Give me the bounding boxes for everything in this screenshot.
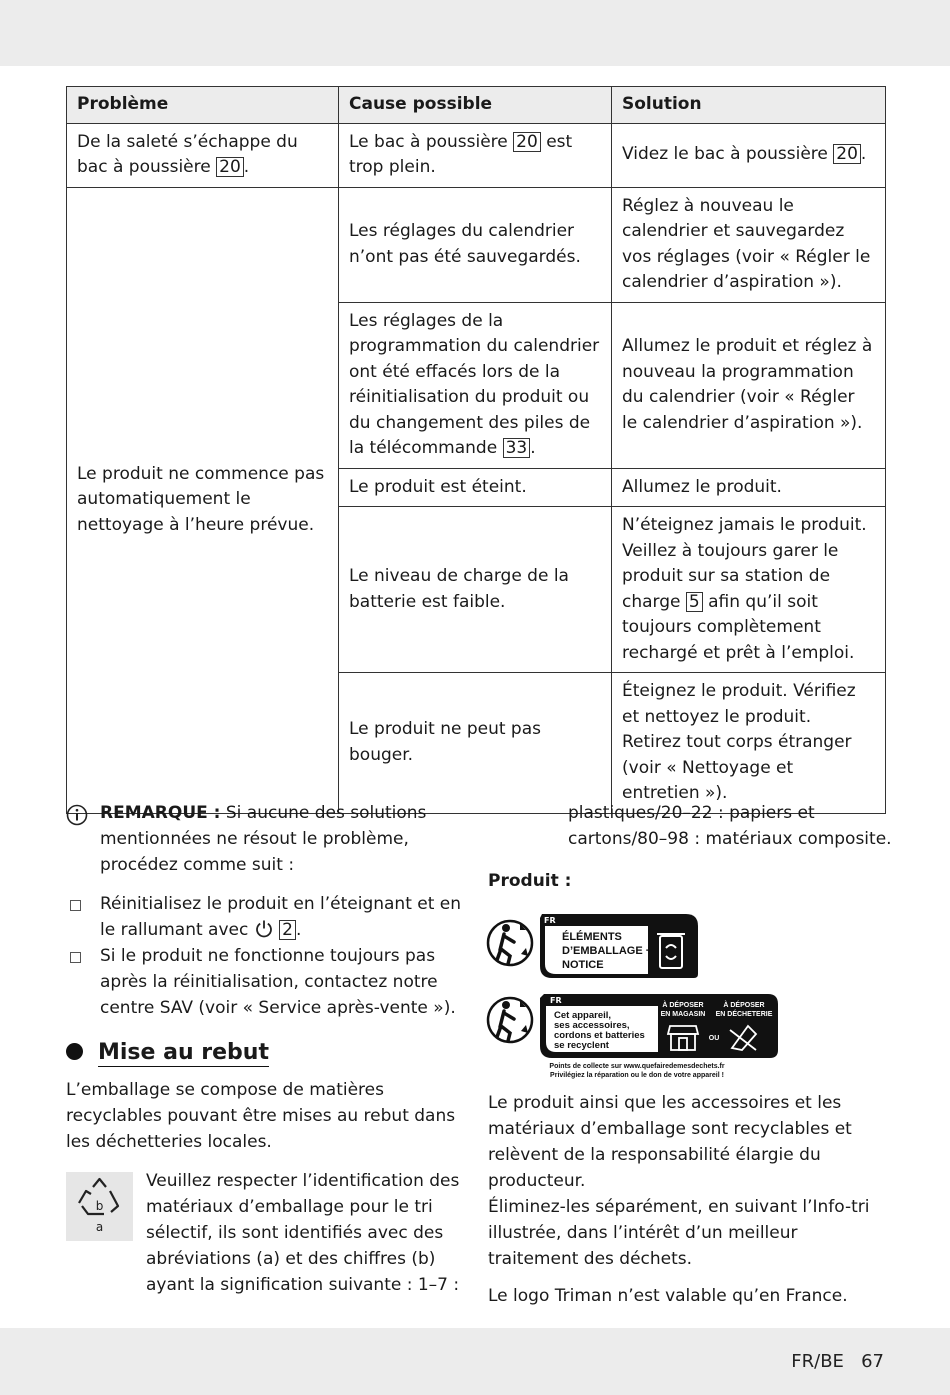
problem-cell: Le produit ne commence pas automatiquement le nettoyage à l’heure prévue. xyxy=(67,187,339,813)
cause-cell: Le produit est éteint. xyxy=(339,468,612,507)
deposit-label: À DÉPOSER xyxy=(662,1002,704,1009)
or-label: OU xyxy=(708,1035,720,1042)
triman-fr-tag: FR xyxy=(544,916,556,925)
section-title: Mise au rebut xyxy=(98,1040,269,1065)
triman-line: se recyclent xyxy=(554,1040,609,1051)
note-block xyxy=(66,800,466,878)
cause-cell: Le bac à poussière 20 est trop plein. xyxy=(339,123,612,187)
note-text: Si aucune des solutions mentionnées ne résout le problème, procédez comme suit : xyxy=(100,803,427,875)
paragraph: Veuillez respecter l’identification des matériaux d’emballage pour le tri sélectif, ils sont identifiés avec des abréviations (a) et des chiffres (b) ayant la signification suivante : 1–7 : xyxy=(146,1171,460,1295)
product-heading: Produit : xyxy=(488,871,572,891)
power-icon xyxy=(254,919,274,939)
triman-footer-line: Privilégiez la réparation ou le don de votre appareil ! xyxy=(550,1072,724,1079)
deposit-label: EN DÉCHETERIE xyxy=(715,1011,773,1018)
cause-cell: Le produit ne peut pas bouger. xyxy=(339,673,612,814)
problem-cell: De la saleté s’échappe du bac à poussière 20 . xyxy=(67,123,339,187)
checkbox-square-icon xyxy=(70,900,81,911)
triman-fr-tag: FR xyxy=(550,996,562,1005)
recycle-symbol xyxy=(66,1172,133,1241)
paragraph: Le produit ainsi que les accessoires et les matériaux d’emballage sont recyclables et relèvent de la responsabilité élargie du producteur. Éliminez-les séparément, en suivant l’Info-tri illustrée, dans l’intérêt d’un meilleur traitement des déchets. xyxy=(488,1093,870,1269)
section-heading xyxy=(66,1040,269,1065)
table-row xyxy=(67,123,886,187)
triman-line: Cet appareil, xyxy=(554,1010,612,1021)
table-header-row xyxy=(67,87,886,124)
recycle-letter-b: b xyxy=(95,1199,104,1213)
recycle-letter-a: a xyxy=(95,1220,104,1234)
deposit-label: À DÉPOSER xyxy=(723,1002,765,1009)
cause-cell: Les réglages du calendrier n’ont pas été sauvegardés. xyxy=(339,187,612,302)
solution-cell: Allumez le produit et réglez à nouveau la programmation du calendrier (voir « Régler le calendrier d’aspiration »). xyxy=(612,302,886,468)
solution-cell: Éteignez le produit. Vérifiez et nettoyez le produit. Retirez tout corps étranger (voir « Nettoyage et entretien »). xyxy=(612,673,886,814)
bullet-dot-icon xyxy=(66,1043,83,1060)
triman-line: ÉLÉMENTS xyxy=(562,931,622,943)
page-footer xyxy=(791,1351,884,1372)
ref-box: 20 xyxy=(216,157,244,177)
bullet-list xyxy=(66,891,466,1021)
note-label: REMARQUE : xyxy=(100,803,221,823)
header-cause: Cause possible xyxy=(339,87,612,124)
paragraph: L’emballage se compose de matières recyclables pouvant être mises au rebut dans les déchetteries locales. xyxy=(66,1080,456,1152)
triman-packaging-logo xyxy=(486,908,704,980)
language-code: FR/BE xyxy=(791,1351,844,1372)
ref-box: 20 xyxy=(833,144,861,164)
troubleshooting-table xyxy=(66,86,886,814)
triman-line: D’EMBALLAGE + xyxy=(562,945,653,957)
list-item: Réinitialisez le produit en l’éteignant et en le rallumant avec 2 . xyxy=(66,891,466,943)
solution-cell: Videz le bac à poussière 20 . xyxy=(612,123,886,187)
ref-box: 20 xyxy=(513,132,541,152)
table-row xyxy=(67,187,886,302)
checkbox-square-icon xyxy=(70,952,81,963)
solution-cell: Allumez le produit. xyxy=(612,468,886,507)
info-icon xyxy=(66,804,88,826)
header-problem: Problème xyxy=(67,87,339,124)
cause-cell: Les réglages de la programmation du calendrier ont été effacés lors de la réinitialisation du produit ou du changement des piles de la télécommande 33 . xyxy=(339,302,612,468)
list-item: Si le produit ne fonctionne toujours pas après la réinitialisation, contactez notre centre SAV (voir « Service après-vente »). xyxy=(66,943,466,1021)
triman-line: ses accessoires, xyxy=(554,1020,630,1031)
triman-product-logo xyxy=(486,990,782,1082)
ref-box: 5 xyxy=(686,592,703,612)
triman-figure-icon xyxy=(488,921,532,965)
ref-box: 2 xyxy=(279,920,296,940)
cause-cell: Le niveau de charge de la batterie est faible. xyxy=(339,507,612,673)
solution-cell: N’éteignez jamais le produit. Veillez à toujours garer le produit sur sa station de charge 5 afin qu’il soit toujours complètement rechargé et prêt à l’emploi. xyxy=(612,507,886,673)
triman-figure-icon xyxy=(488,998,532,1042)
header-solution: Solution xyxy=(612,87,886,124)
solution-cell: Réglez à nouveau le calendrier et sauvegardez vos réglages (voir « Régler le calendrier d’aspiration »). xyxy=(612,187,886,302)
deposit-label: EN MAGASIN xyxy=(660,1011,706,1018)
paragraph: Le logo Triman n’est valable qu’en France. xyxy=(488,1286,848,1306)
triman-line: cordons et batteries xyxy=(554,1030,645,1041)
top-band xyxy=(0,0,950,66)
ref-box: 33 xyxy=(503,438,531,458)
triman-footer-line: Points de collecte sur www.quefairedemesdechets.fr xyxy=(549,1063,725,1070)
paragraph-continued: plastiques/20–22 : papiers et cartons/80–98 : matériaux composite. xyxy=(568,803,892,849)
page-number: 67 xyxy=(861,1351,884,1372)
recycle-icon xyxy=(66,1172,133,1241)
triman-line: NOTICE xyxy=(562,959,604,971)
